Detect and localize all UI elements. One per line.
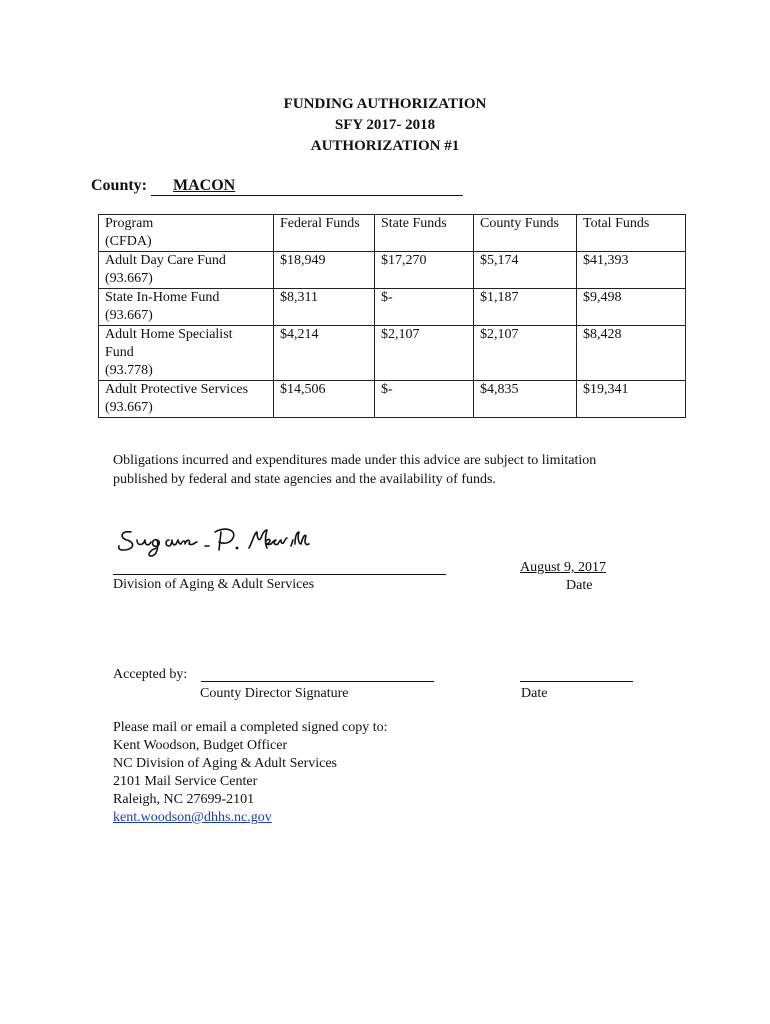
signature-line [113, 574, 446, 575]
title-line-2: SFY 2017- 2018 [334, 117, 436, 133]
mail-line: NC Division of Aging & Adult Services [113, 756, 337, 771]
state-cell: $- [375, 381, 474, 418]
obligations-notice: Obligations incurred and expenditures made under this advice are subject to limitation published by federal and state agencies and the availability of funds. [113, 453, 597, 487]
table-row [99, 381, 686, 418]
signature-date: August 9, 2017 [520, 560, 606, 575]
title-line-1: FUNDING AUTHORIZATION [283, 96, 487, 112]
funding-table [98, 214, 686, 418]
header-program: Program (CFDA) [99, 215, 274, 252]
mail-instructions [113, 719, 387, 827]
county-director-caption: County Director Signature [200, 686, 349, 701]
state-cell: $- [375, 289, 474, 326]
county-cell: $1,187 [474, 289, 577, 326]
table-row [99, 326, 686, 381]
handwritten-signature [117, 524, 327, 564]
state-cell: $2,107 [375, 326, 474, 381]
county-value: MACON [151, 177, 463, 196]
email-link[interactable]: kent.woodson@dhhs.nc.gov [113, 810, 272, 825]
mail-intro: Please mail or email a completed signed copy to: [113, 720, 388, 735]
federal-cell: $8,311 [274, 289, 375, 326]
header-county: County Funds [474, 215, 577, 252]
program-cell: Adult Home Specialist Fund (93.778) [99, 326, 274, 381]
acceptance-date-line [520, 681, 633, 682]
division-caption: Division of Aging & Adult Services [113, 577, 315, 592]
state-cell: $17,270 [375, 252, 474, 289]
total-cell: $19,341 [577, 381, 686, 418]
signature-date-label: Date [566, 578, 593, 593]
mail-line: Raleigh, NC 27699-2101 [113, 792, 255, 807]
county-cell: $5,174 [474, 252, 577, 289]
total-cell: $41,393 [577, 252, 686, 289]
county-cell: $4,835 [474, 381, 577, 418]
federal-cell: $4,214 [274, 326, 375, 381]
county-director-signature-line [201, 681, 434, 682]
total-cell: $9,498 [577, 289, 686, 326]
mail-line: 2101 Mail Service Center [113, 774, 258, 789]
program-cell: State In-Home Fund (93.667) [99, 289, 274, 326]
header-federal: Federal Funds [274, 215, 375, 252]
header-state: State Funds [375, 215, 474, 252]
accepted-by-label: Accepted by: [113, 667, 188, 682]
total-cell: $8,428 [577, 326, 686, 381]
table-row [99, 289, 686, 326]
header-total: Total Funds [577, 215, 686, 252]
program-cell: Adult Day Care Fund (93.667) [99, 252, 274, 289]
table-row [99, 252, 686, 289]
acceptance-date-label: Date [521, 686, 548, 701]
program-cell: Adult Protective Services (93.667) [99, 381, 274, 418]
county-cell: $2,107 [474, 326, 577, 381]
county-label: County: [91, 177, 148, 194]
table-header-row [99, 215, 686, 252]
federal-cell: $14,506 [274, 381, 375, 418]
title-line-3: AUTHORIZATION #1 [310, 138, 460, 154]
county-field [91, 177, 463, 196]
mail-line: Kent Woodson, Budget Officer [113, 738, 288, 753]
federal-cell: $18,949 [274, 252, 375, 289]
